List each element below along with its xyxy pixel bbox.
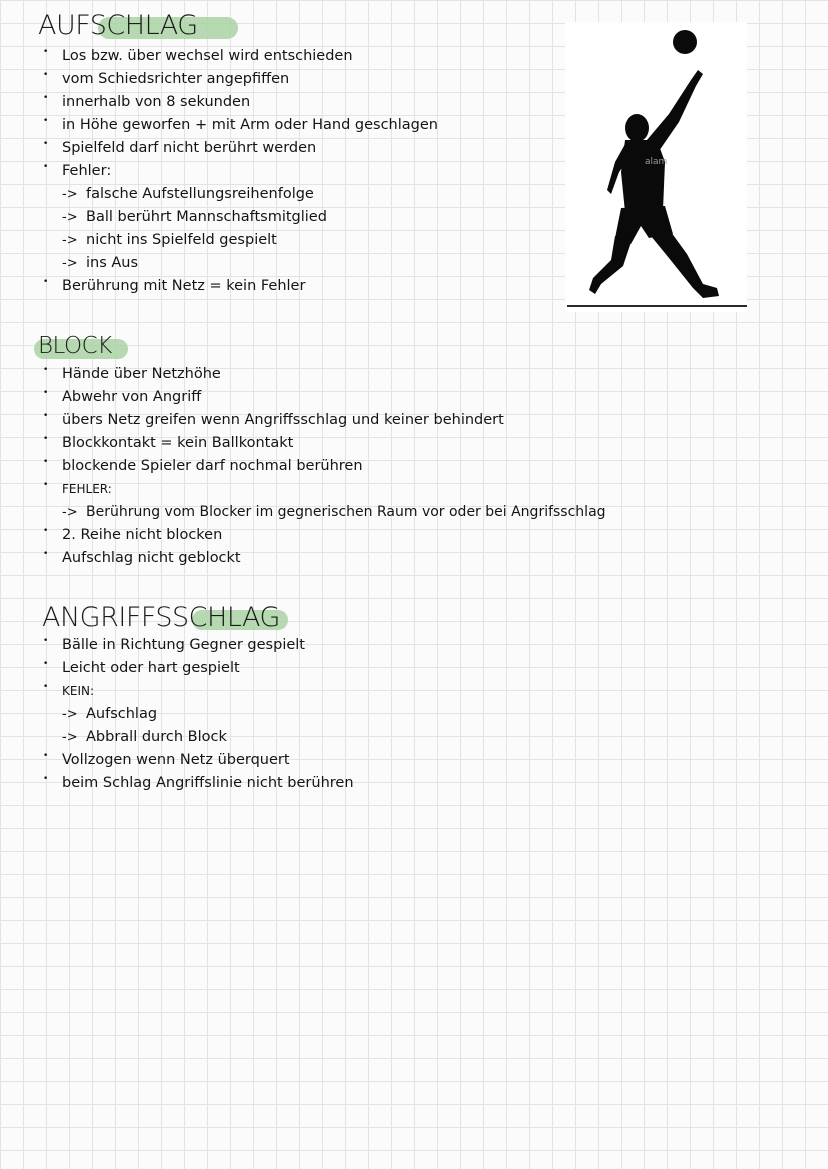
list-item: • vom Schiedsrichter angepfiffen <box>43 70 290 87</box>
list-item: • in Höhe geworfen + mit Arm oder Hand geschlagen <box>43 116 438 133</box>
list-item: • FEHLER: <box>43 480 112 496</box>
sub-list-item: -> Abbrall durch Block <box>40 726 354 749</box>
volleyball-player-silhouette-icon <box>565 22 747 312</box>
list-item: • Berührung mit Netz = kein Fehler <box>43 277 306 294</box>
block-list <box>40 363 606 570</box>
list-item: • beim Schlag Angriffslinie nicht berühren <box>43 774 354 791</box>
list-item: • Fehler: <box>43 162 112 179</box>
sub-list-item: -> Ball berührt Mannschaftsmitglied <box>40 206 438 229</box>
list-item: • Leicht oder hart gespielt <box>43 659 240 676</box>
list-item: • Los bzw. über wechsel wird entschieden <box>43 47 353 64</box>
heading-angriffsschlag: ANGRIFFSSCHLAG <box>42 602 280 633</box>
angriffsschlag-list <box>40 634 354 795</box>
arrow-icon: -> <box>62 505 78 520</box>
list-item: • übers Netz greifen wenn Angriffsschlag und keiner behindert <box>43 411 504 428</box>
arrow-icon: -> <box>62 233 78 248</box>
arrow-icon: -> <box>62 730 78 745</box>
list-item: • innerhalb von 8 sekunden <box>43 93 251 110</box>
sub-list-item: -> falsche Aufstellungsreihenfolge <box>40 183 438 206</box>
arrow-icon: -> <box>62 256 78 271</box>
list-item: • Aufschlag nicht geblockt <box>43 549 241 566</box>
sub-list-item: -> Aufschlag <box>40 703 354 726</box>
heading-aufschlag: AUFSCHLAG <box>38 10 198 41</box>
arrow-icon: -> <box>62 707 78 722</box>
heading-block: BLOCK <box>38 333 112 359</box>
sub-list-item: -> Berührung vom Blocker im gegnerischen Raum vor oder bei Angrifsschlag <box>40 501 606 524</box>
list-item: • Bälle in Richtung Gegner gespielt <box>43 636 305 653</box>
list-item: • blockende Spieler darf nochmal berühren <box>43 457 363 474</box>
list-item: • KEIN: <box>43 682 95 698</box>
list-item: • 2. Reihe nicht blocken <box>43 526 223 543</box>
list-item: • Hände über Netzhöhe <box>43 365 221 382</box>
sub-list-item: -> ins Aus <box>40 252 438 275</box>
arrow-icon: -> <box>62 210 78 225</box>
watermark-text: alam <box>645 157 668 167</box>
list-item: • Blockkontakt = kein Ballkontakt <box>43 434 294 451</box>
aufschlag-list <box>40 45 438 298</box>
volleyball-player-image <box>565 22 747 312</box>
list-item: • Vollzogen wenn Netz überquert <box>43 751 290 768</box>
list-item: • Abwehr von Angriff <box>43 388 202 405</box>
sub-list-item: -> nicht ins Spielfeld gespielt <box>40 229 438 252</box>
arrow-icon: -> <box>62 187 78 202</box>
list-item: • Spielfeld darf nicht berührt werden <box>43 139 317 156</box>
